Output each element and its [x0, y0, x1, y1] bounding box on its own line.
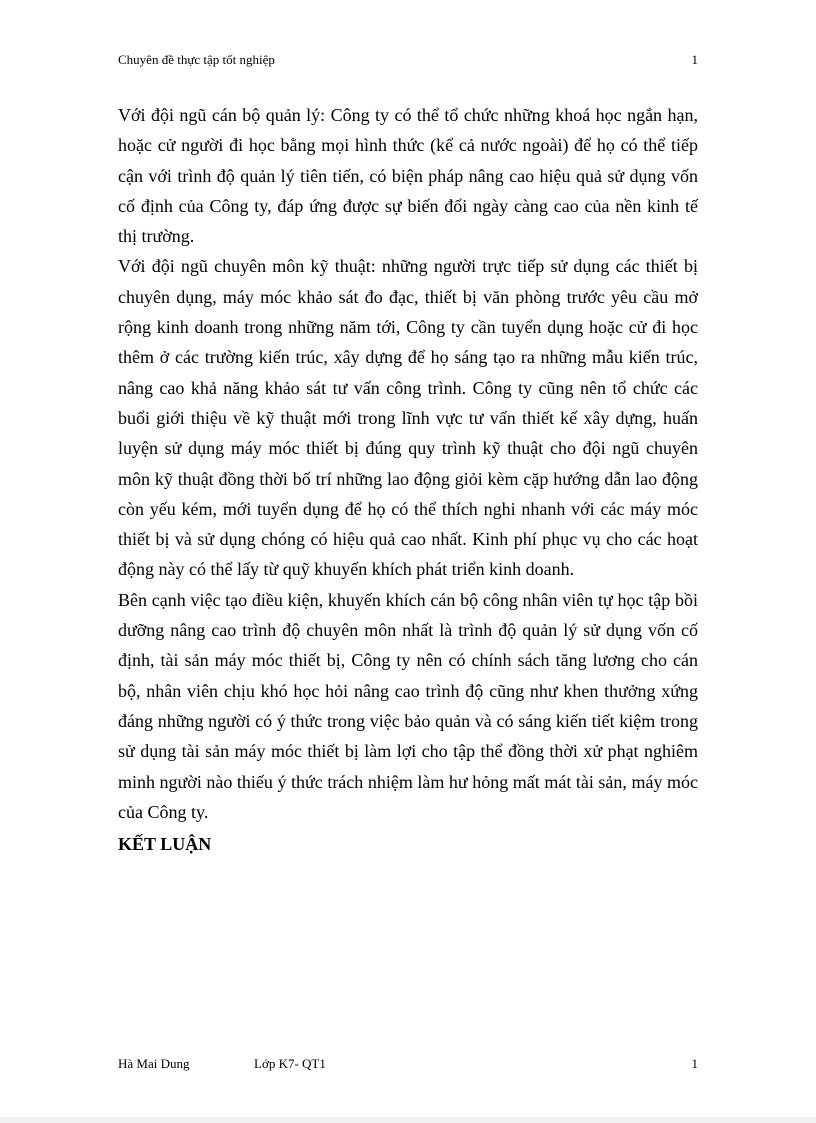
paragraph-management-staff: Với đội ngũ cán bộ quản lý: Công ty có thể tổ chức những khoá học ngắn hạn, hoặc cử người đi học bằng mọi hình thức (kể cả nước ngoài) để họ có thể tiếp cận với trình độ quản lý tiên tiến, có biện pháp nâng cao hiệu quả sử dụng vốn cố định của Công ty, đáp ứng được sự biến đổi ngày càng cao của nền kinh tế thị trường.: [118, 105, 698, 247]
page-footer: [118, 1056, 698, 1076]
section-heading-conclusion: KẾT LUẬN: [118, 834, 212, 855]
header-page-number: 1: [691, 52, 698, 67]
paragraph-incentives: Bên cạnh việc tạo điều kiện, khuyến khích cán bộ công nhân viên tự học tập bồi dưỡng nâng cao trình độ chuyên môn nhất là trình độ quản lý sử dụng vốn cố định, tài sản máy móc thiết bị, Công ty nên có chính sách tăng lương cho cán bộ, nhân viên chịu khó học hỏi nâng cao trình độ cũng như khen thưởng xứng đáng những người có ý thức trong việc bảo quản và có sáng kiến tiết kiệm trong sử dụng tài sản máy móc thiết bị làm lợi cho tập thể đồng thời xử phạt nghiêm minh người nào thiếu ý thức trách nhiệm làm hư hỏng mất mát tài sản, máy móc của Công ty.: [118, 589, 698, 822]
paragraph-technical-staff: Với đội ngũ chuyên môn kỹ thuật: những người trực tiếp sử dụng các thiết bị chuyên dụng, máy móc khảo sát đo đạc, thiết bị văn phòng trước yêu cầu mở rộng kinh doanh trong những năm tới, Công ty cần tuyển dụng hoặc cử đi học thêm ở các trường kiến trúc, xây dựng để họ sáng tạo ra những mẫu kiến trúc, nâng cao khả năng khảo sát tư vấn công trình. Công ty cũng nên tổ chức các buổi giới thiệu về kỹ thuật mới trong lĩnh vực tư vấn thiết kế xây dựng, huấn luyện sử dụng máy móc thiết bị đúng quy trình kỹ thuật cho đội ngũ chuyên môn kỹ thuật đồng thời bố trí những lao động giỏi kèm cặp hướng dẫn lao động còn yếu kém, mới tuyển dụng để họ có thể thích nghi nhanh với các máy móc thiết bị và sử dụng chóng có hiệu quả cao nhất. Kinh phí phục vụ cho các hoạt động này có thể lấy từ quỹ khuyến khích phát triển kinh doanh.: [118, 256, 698, 580]
document-body: [118, 100, 698, 859]
footer-author: Hà Mai Dung: [118, 1056, 190, 1071]
page-header: [118, 52, 698, 72]
bottom-strip: [0, 1117, 816, 1123]
footer-class: Lớp K7- QT1: [254, 1056, 326, 1071]
footer-page-number: 1: [691, 1056, 698, 1071]
header-title: Chuyên đề thực tập tốt nghiệp: [118, 52, 275, 67]
